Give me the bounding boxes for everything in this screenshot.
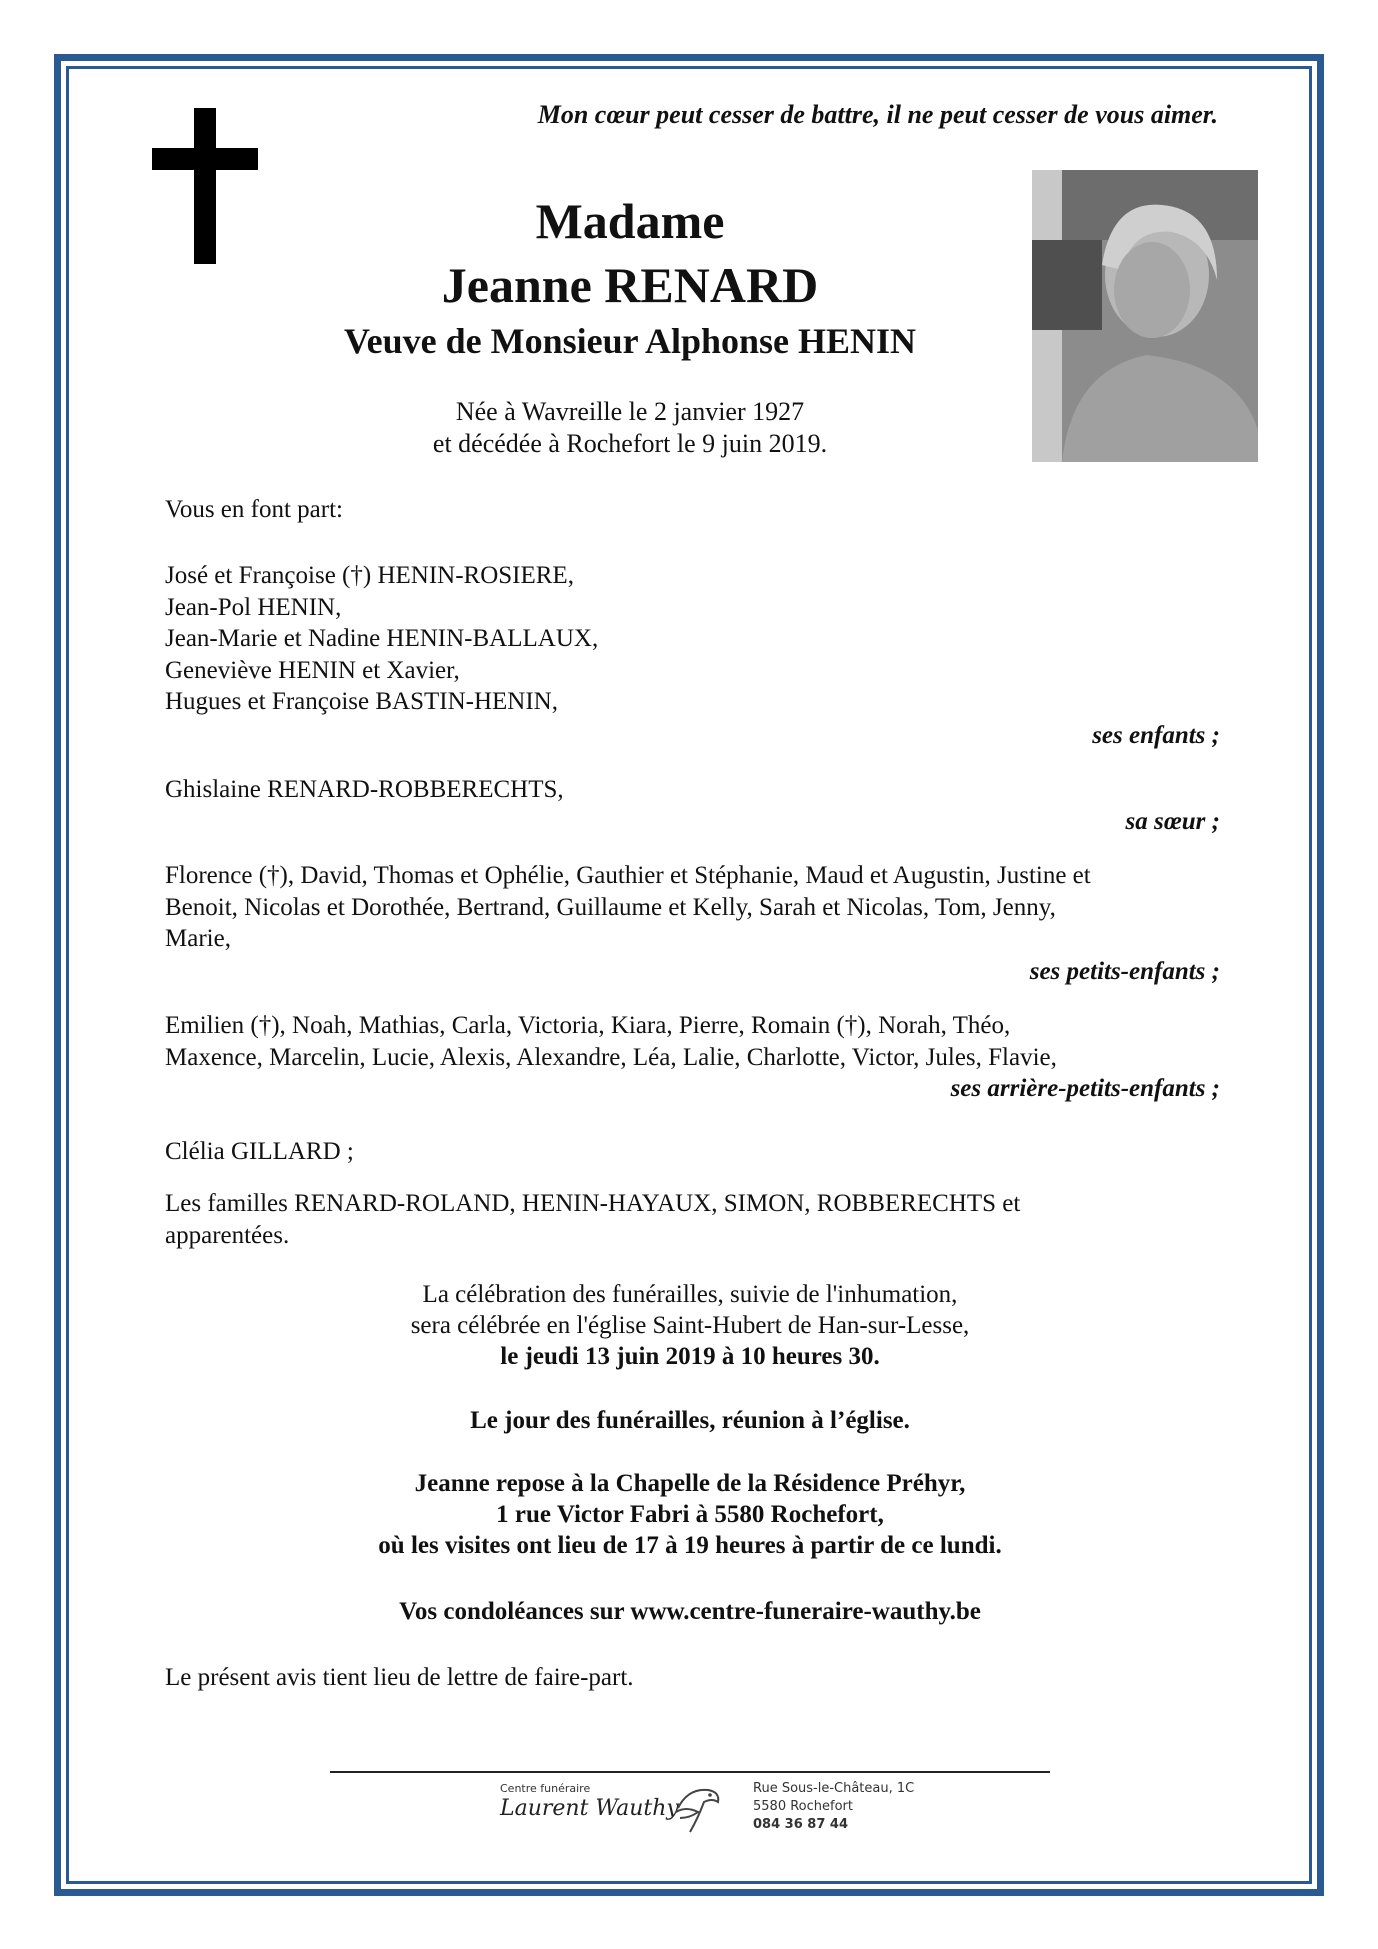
bird-icon <box>668 1778 728 1838</box>
address-line: Rue Sous-le-Château, 1C <box>753 1781 915 1796</box>
cross-icon <box>152 108 258 264</box>
title-honorific: Madame <box>535 193 725 249</box>
great-grandchildren-list <box>165 1010 1220 1073</box>
rest-line: où les visites ont lieu de 17 à 19 heures à partir de ce lundi. <box>378 1532 1002 1559</box>
grandchildren-list <box>165 860 1220 955</box>
phone: 084 36 87 44 <box>753 1817 848 1832</box>
birth-death-dates <box>250 396 1010 460</box>
other-relative: Clélia GILLARD ; <box>165 1138 354 1165</box>
families <box>165 1188 1220 1251</box>
list-item: Benoit, Nicolas et Dorothée, Bertrand, Guillaume et Kelly, Sarah et Nicolas, Tom, Jenny, <box>165 893 1056 921</box>
condolences: Vos condoléances sur www.centre-funeraire-wauthy.be <box>399 1598 981 1625</box>
notice: Le présent avis tient lieu de lettre de faire-part. <box>165 1664 634 1691</box>
death-line: et décédée à Rochefort le 9 juin 2019. <box>432 429 828 458</box>
ceremony-date: le jeudi 13 juin 2019 à 10 heures 30. <box>500 1343 880 1370</box>
deceased-name: Jeanne RENARD <box>441 257 819 313</box>
list-item: Maxence, Marcelin, Lucie, Alexis, Alexandre, Léa, Lalie, Charlotte, Victor, Jules, Flavie, <box>165 1043 1057 1071</box>
children-list <box>165 560 1220 718</box>
sister-name: Ghislaine RENARD-ROBBERECHTS, <box>165 776 564 803</box>
ceremony-info <box>200 1279 1180 1372</box>
footer-divider <box>330 1771 1050 1773</box>
great-grandchildren-relation: ses arrière-petits-enfants ; <box>950 1075 1220 1102</box>
list-item: Florence (†), David, Thomas et Ophélie, Gauthier et Stéphanie, Maud et Augustin, Justine et <box>165 862 1091 889</box>
widow-of: Veuve de Monsieur Alphonse HENIN <box>343 321 917 361</box>
logo-caption: Centre funéraire <box>500 1782 591 1795</box>
intro: Vous en font part: <box>165 496 343 523</box>
list-item: Marie, <box>165 925 231 952</box>
ceremony-line: La célébration des funérailles, suivie de l'inhumation, <box>422 1281 958 1308</box>
epitaph-quote: Mon cœur peut cesser de battre, il ne peut cesser de vous aimer. <box>537 100 1218 129</box>
grandchildren-relation: ses petits-enfants ; <box>1029 958 1220 985</box>
list-item: Jean-Marie et Nadine HENIN-BALLAUX, <box>165 625 599 652</box>
rest-info <box>200 1468 1180 1561</box>
list-item: Hugues et Françoise BASTIN-HENIN, <box>165 688 558 715</box>
funeral-home-logo <box>490 1776 950 1838</box>
families-line: apparentées. <box>165 1221 290 1249</box>
rest-line: 1 rue Victor Fabri à 5580 Rochefort, <box>496 1501 884 1528</box>
children-relation: ses enfants ; <box>1092 722 1220 749</box>
list-item: José et Françoise (†) HENIN-ROSIERE, <box>165 562 574 589</box>
rest-line: Jeanne repose à la Chapelle de la Résidence Préhyr, <box>414 1470 966 1497</box>
list-item: Jean-Pol HENIN, <box>165 593 342 621</box>
portrait-photo <box>1032 170 1258 462</box>
birth-line: Née à Wavreille le 2 janvier 1927 <box>455 397 805 426</box>
ceremony-line: sera célébrée en l'église Saint-Hubert de Han-sur-Lesse, <box>410 1312 970 1339</box>
funeral-home-address <box>753 1780 914 1834</box>
sister-relation: sa sœur ; <box>1125 808 1220 835</box>
meeting-info: Le jour des funérailles, réunion à l’église. <box>470 1407 910 1434</box>
logo-name: Laurent Wauthy <box>500 1796 679 1821</box>
address-line: 5580 Rochefort <box>753 1799 853 1814</box>
list-item: Emilien (†), Noah, Mathias, Carla, Victoria, Kiara, Pierre, Romain (†), Norah, Théo, <box>165 1012 1011 1039</box>
list-item: Geneviève HENIN et Xavier, <box>165 656 460 684</box>
families-line: Les familles RENARD-ROLAND, HENIN-HAYAUX, SIMON, ROBBERECHTS et <box>165 1190 1021 1217</box>
